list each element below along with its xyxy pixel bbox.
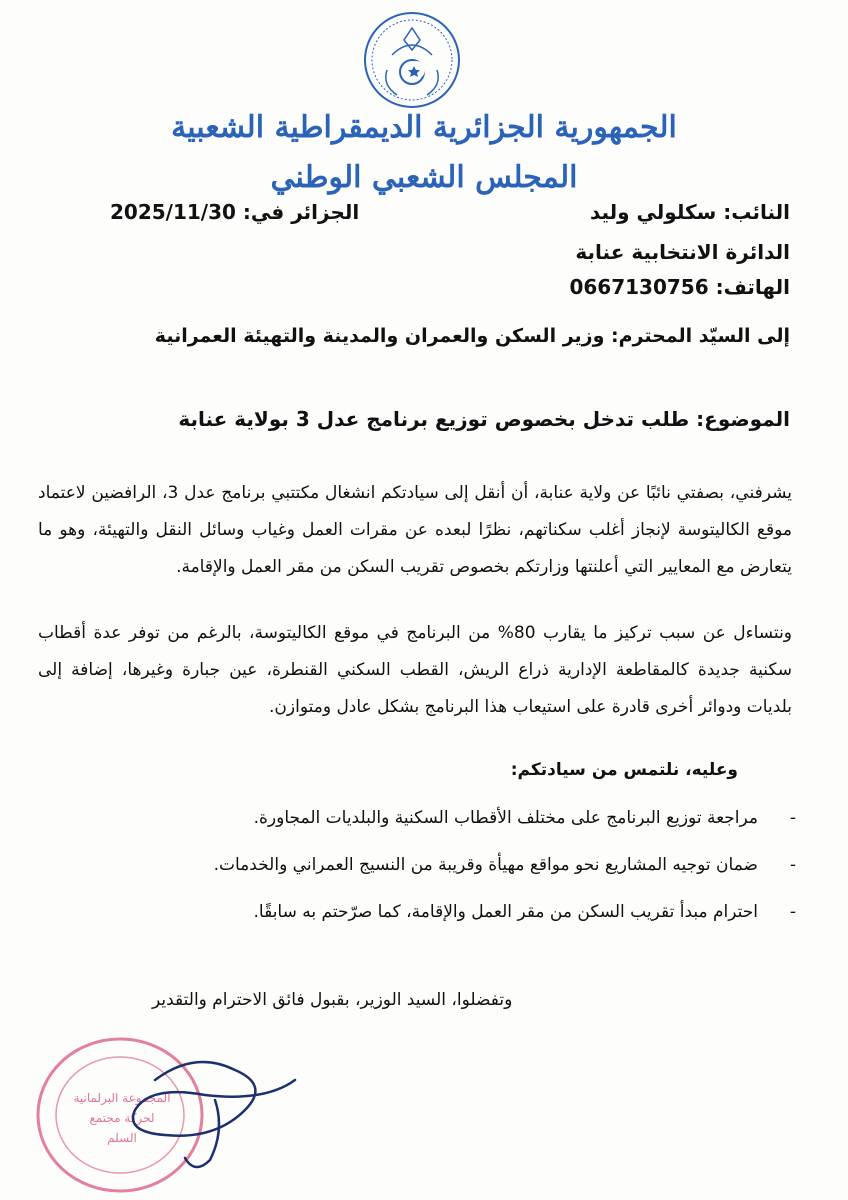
request-item — [254, 902, 796, 922]
deputy-name: النائب: سكلولي وليد — [589, 200, 790, 224]
body-paragraph-1: يشرفني، بصفتي نائبًا عن ولاية عنابة، أن أنقل إلى سيادتكم انشغال مكتتبي برنامج عدل 3، الرافضين لاعتماد موقع الكاليتوسة لإنجاز أغلب سكناتهم، نظرًا لبعده عن مقرات العمل وغياب وسائل النقل والتهيئة، وهو ما يتعارض مع المعايير التي أعلنتها وزارتكم بخصوص تقريب السكن من مقر العمل والإقامة. — [38, 483, 792, 577]
republic-title: الجمهورية الجزائرية الديمقراطية الشعبية — [171, 110, 677, 145]
body-paragraph-2: ونتساءل عن سبب تركيز ما يقارب 80% من البرنامج في موقع الكاليتوسة، بالرغم من توفر عدة أقطاب سكنية جديدة كالمقاطعة الإدارية ذراع الريش، القطب السكني القنطرة، عين جبارة وغيرها، إضافة إلى بلديات ودوائر أخرى قادرة على استيعاب هذا البرنامج بشكل عادل ومتوازن. — [38, 623, 793, 717]
recipient-line: إلى السيّد المحترم: وزير السكن والعمران والمدينة والتهيئة العمرانية — [154, 325, 790, 347]
svg-text:لحركة مجتمع: لحركة مجتمع — [89, 1111, 155, 1125]
request-intro: وعليه، نلتمس من سيادتكم: — [510, 760, 738, 780]
constituency: الدائرة الانتخابية عنابة — [575, 240, 790, 264]
phone-number: الهاتف: 0667130756 — [569, 275, 790, 299]
request-text: احترام مبدأ تقريب السكن من مقر العمل والإقامة، كما صرّحتم به سابقًا. — [253, 902, 758, 922]
assembly-title: المجلس الشعبي الوطني — [270, 160, 578, 195]
subject-line: الموضوع: طلب تدخل بخصوص توزيع برنامج عدل 3 بولاية عنابة — [178, 407, 790, 431]
place-date: الجزائر في: 2025/11/30 — [110, 200, 360, 224]
bullet-dash: - — [789, 808, 796, 828]
request-text: ضمان توجيه المشاريع نحو مواقع مهيأة وقريبة من النسيج العمراني والخدمات. — [213, 855, 758, 875]
svg-text:المجموعة البرلمانية: المجموعة البرلمانية — [73, 1091, 171, 1105]
svg-text:السلم: السلم — [107, 1131, 137, 1145]
request-item — [254, 808, 796, 828]
bullet-dash: - — [789, 855, 796, 875]
handwritten-signature-icon — [95, 1040, 325, 1180]
closing-line: وتفضلوا، السيد الوزير، بقبول فائق الاحترام والتقدير — [152, 990, 513, 1010]
bullet-dash: - — [789, 902, 796, 922]
request-item — [214, 855, 796, 875]
request-text: مراجعة توزيع البرنامج على مختلف الأقطاب السكنية والبلديات المجاورة. — [253, 808, 758, 828]
state-emblem-icon — [362, 10, 462, 110]
